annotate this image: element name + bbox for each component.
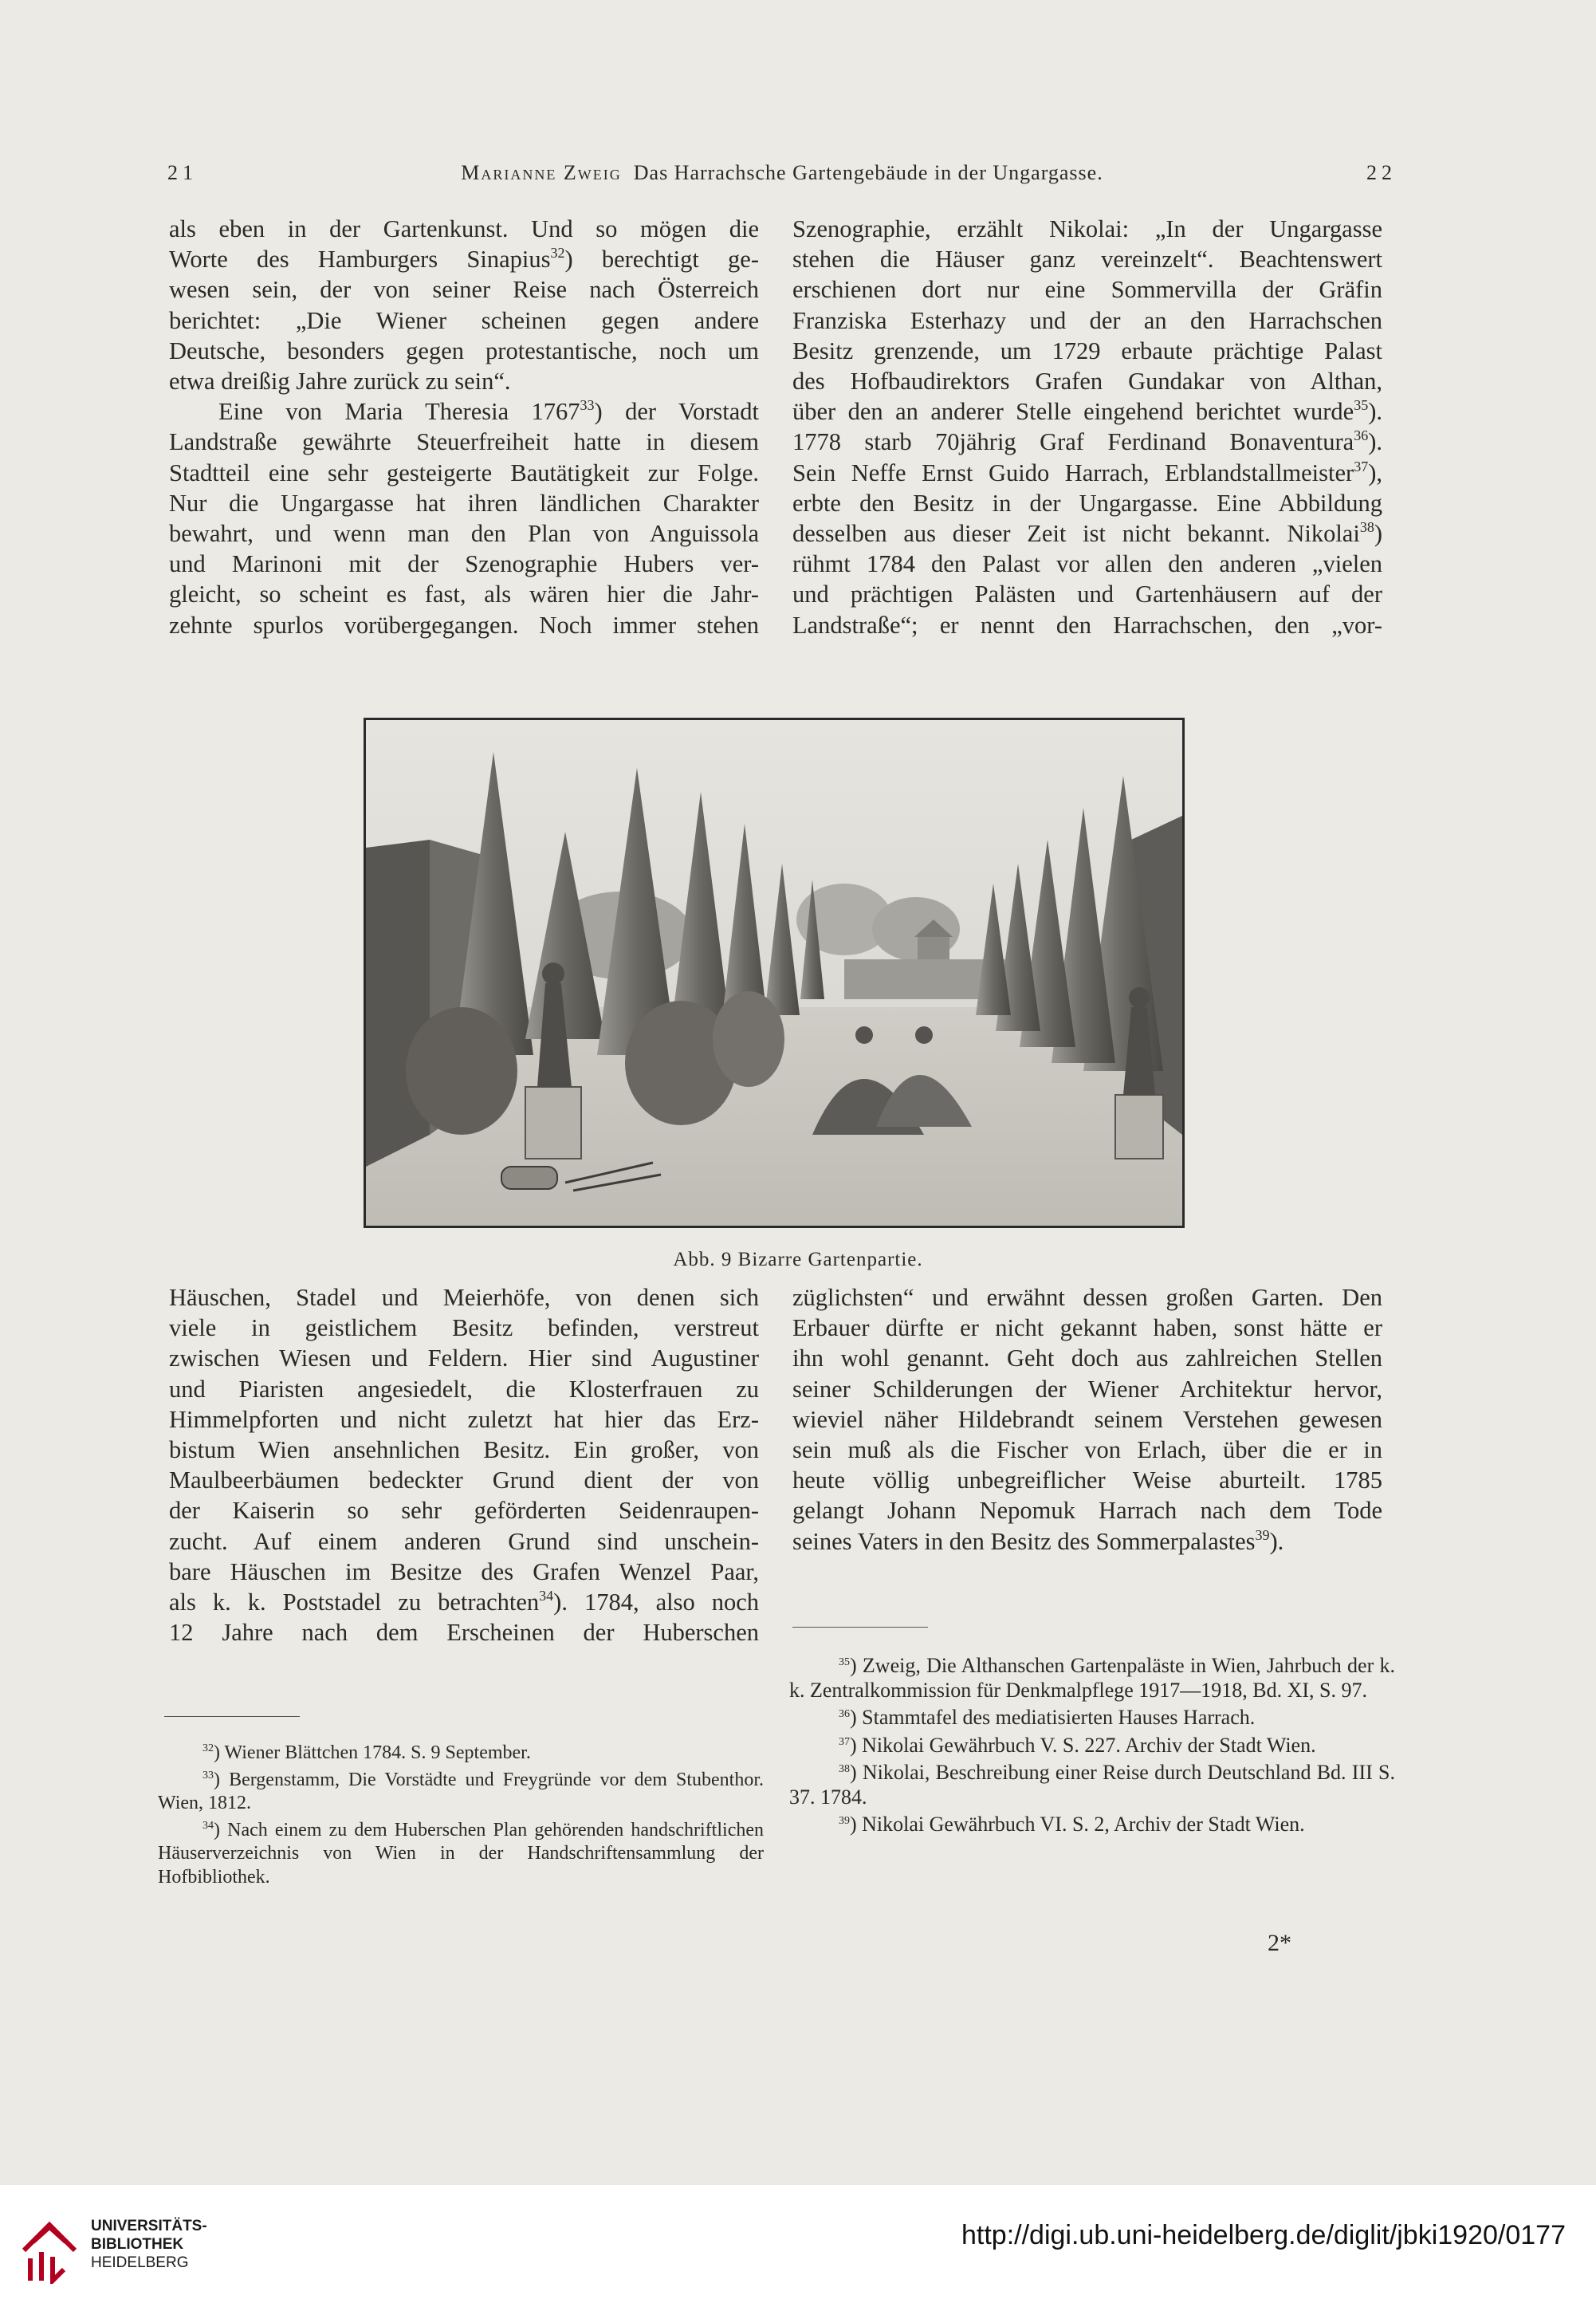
text-line: berichtet: „Die Wiener scheinen gegen andere [169, 306, 759, 334]
text-line: viele in geistlichem Besitz befinden, verstreut [169, 1314, 759, 1342]
footnote: $^{36}$) Stammtafel des mediatisierten Hauses Harrach. [839, 1706, 1256, 1729]
text-line: 1778 starb 70jährig Graf Ferdinand Bonaventura$^{36}$). [792, 427, 1382, 456]
header-title [167, 161, 1397, 185]
garden-illustration [366, 720, 1182, 1226]
figure-caption: Abb. 9 Bizarre Gartenpartie. [673, 1249, 923, 1270]
text-line: erbte den Besitz in der Ungargasse. Eine Abbildung [792, 489, 1382, 517]
text-line: Deutsche, besonders gegen protestantische, noch um [169, 337, 759, 364]
text-line: sein muß als die Fischer von Erlach, über die er in [792, 1436, 1382, 1464]
text-line: wieviel näher Hildebrandt seinem Verstehen gewesen [792, 1405, 1382, 1433]
text-line: des Hofbaudirektors Grafen Gundakar von Althan, [792, 368, 1382, 396]
text-line: zwischen Wiesen und Feldern. Hier sind Augustiner [169, 1344, 759, 1372]
text-line: bewahrt, und wenn man den Plan von Anguissola [169, 520, 759, 548]
footnotes-right [789, 1654, 1395, 1840]
paragraph [169, 396, 759, 640]
footnote: $^{35}$) Zweig, Die Althanschen Gartenpaläste in Wien, Jahrbuch der k. k. Zentralkommission für Denkmalpflege 1917—1918, Bd. XI, S. 97. [789, 1654, 1395, 1702]
text-line: Eine von Maria Theresia 1767$^{33}$) der Vorstadt [218, 397, 759, 426]
library-name: UNIVERSITÄTS- BIBLIOTHEK HEIDELBERG [91, 2218, 207, 2271]
paragraph [169, 214, 759, 396]
text-line: wesen sein, der von seiner Reise nach Österreich [169, 276, 759, 304]
text-line: desselben aus dieser Zeit ist nicht bekannt. Nikolai$^{38}$) [792, 519, 1382, 548]
signature-mark: 2* [1268, 1930, 1291, 1956]
text-line: stehen die Häuser ganz vereinzelt“. Beachtenswert [792, 246, 1382, 274]
footnotes-left [158, 1742, 764, 1892]
text-line: Landstraße gewährte Steuerfreiheit hatte in diesem [169, 428, 759, 456]
text-line: Erbauer dürfte er nicht gekannt haben, sonst hätte er [792, 1314, 1382, 1342]
ub-heidelberg-logo-icon [18, 2211, 81, 2284]
footnote-ref[interactable]: 39 [1255, 1526, 1270, 1543]
column-right-bottom [792, 1282, 1382, 1557]
text-line: seines Vaters in den Besitz des Sommerpalastes$^{39}$). [792, 1526, 1284, 1555]
text-line: als eben in der Gartenkunst. Und so mögen die [169, 215, 759, 242]
text-line: rühmt 1784 den Palast vor allen den anderen „vielen [792, 550, 1382, 578]
text-line: heute völlig unbegreiflicher Weise aburteilt. 1785 [792, 1466, 1382, 1494]
footnote-divider [792, 1627, 928, 1628]
footnote-ref[interactable]: 33 [580, 397, 595, 414]
footnote-ref[interactable]: 36 [1354, 427, 1369, 444]
footnote-ref[interactable]: 35 [1354, 397, 1369, 414]
footnote: $^{37}$) Nikolai Gewährbuch V. S. 227. Archiv der Stadt Wien. [839, 1733, 1316, 1757]
text-line: Sein Neffe Ernst Guido Harrach, Erblandstallmeister$^{37}$), [792, 458, 1382, 486]
text-line: Nur die Ungargasse hat ihren ländlichen Charakter [169, 489, 759, 517]
text-line: gleicht, so scheint es fast, als wären hier die Jahr- [169, 581, 759, 608]
footnote: $^{38}$) Nikolai, Beschreibung einer Reise durch Deutschland Bd. III S. 37. 1784. [789, 1761, 1395, 1809]
column-left-bottom [169, 1282, 759, 1648]
page-number-right: 22 [1366, 161, 1397, 184]
header-author: Marianne Zweig [461, 161, 622, 184]
column-right-top [792, 214, 1382, 640]
text-line: züglichsten“ und erwähnt dessen großen Garten. Den [792, 1284, 1382, 1311]
footnote: $^{32}$) Wiener Blättchen 1784. S. 9 September. [202, 1742, 531, 1763]
text-line: zucht. Auf einem anderen Grund sind unschein- [169, 1527, 759, 1555]
text-line: Stadtteil eine sehr gesteigerte Bautätigkeit zur Folge. [169, 459, 759, 486]
permalink-url[interactable]: http://digi.ub.uni-heidelberg.de/diglit/jbki1920/0177 [961, 2220, 1566, 2250]
text-line: bistum Wien ansehnlichen Besitz. Ein großer, von [169, 1436, 759, 1464]
paragraph [792, 214, 1382, 640]
text-line: Worte des Hamburgers Sinapius$^{32}$) berechtigt ge- [169, 245, 759, 274]
text-line: gelangt Johann Nepomuk Harrach nach dem Tode [792, 1497, 1382, 1525]
text-line: erschienen dort nur eine Sommervilla der Gräfin [792, 276, 1382, 304]
text-line: Franziska Esterhazy und der an den Harrachschen [792, 306, 1382, 334]
paragraph [169, 1282, 759, 1648]
text-line: Maulbeerbäumen bedeckter Grund dient der von [169, 1466, 759, 1494]
footnote-ref[interactable]: 32 [550, 245, 565, 262]
footnote: $^{39}$) Nikolai Gewährbuch VI. S. 2, Archiv der Stadt Wien. [839, 1813, 1305, 1836]
text-line: seiner Schilderungen der Wiener Architektur hervor, [792, 1375, 1382, 1403]
figure-garden-engraving [364, 718, 1185, 1228]
text-line: und Piaristen angesiedelt, die Klosterfrauen zu [169, 1375, 759, 1403]
text-line: bare Häuschen im Besitze des Grafen Wenzel Paar, [169, 1557, 759, 1585]
footer-bar [0, 2185, 1596, 2307]
column-left-top [169, 214, 759, 640]
footnote-ref[interactable]: 34 [539, 1588, 554, 1604]
page-number-left: 21 [167, 161, 198, 184]
text-line: Häuschen, Stadel und Meierhöfe, von denen sich [169, 1284, 759, 1311]
text-line: etwa dreißig Jahre zurück zu sein“. [169, 368, 511, 396]
text-line: zehnte spurlos vorübergegangen. Noch immer stehen [169, 611, 759, 639]
text-line: und prächtigen Palästen und Gartenhäusern auf der [792, 581, 1382, 608]
text-line: 12 Jahre nach dem Erscheinen der Huberschen [169, 1619, 759, 1647]
text-line: Landstraße“; er nennt den Harrachschen, den „vor- [792, 611, 1382, 639]
running-header [167, 161, 1397, 193]
text-line: über den an anderer Stelle eingehend berichtet wurde$^{35}$). [792, 397, 1382, 426]
footnote-ref[interactable]: 37 [1354, 458, 1369, 474]
text-line: als k. k. Poststadel zu betrachten$^{34}$). 1784, also noch [169, 1588, 759, 1616]
paragraph [792, 1282, 1382, 1557]
text-line: der Kaiserin so sehr geförderten Seidenraupen- [169, 1497, 759, 1525]
text-line: Besitz grenzende, um 1729 erbaute prächtige Palast [792, 337, 1382, 364]
text-line: und Marinoni mit der Szenographie Hubers ver- [169, 550, 759, 578]
text-line: Himmelpforten und nicht zuletzt hat hier das Erz- [169, 1405, 759, 1433]
footnote: $^{33}$) Bergenstamm, Die Vorstädte und Freygründe vor dem Stubenthor. Wien, 1812. [158, 1769, 764, 1813]
text-line: Szenographie, erzählt Nikolai: „In der Ungargasse [792, 215, 1382, 242]
text-line: ihn wohl genannt. Geht doch aus zahlreichen Stellen [792, 1344, 1382, 1372]
header-article-title: Das Harrachsche Gartengebäude in der Ungargasse. [633, 161, 1103, 184]
footnote-ref[interactable]: 38 [1359, 519, 1374, 536]
footnote-divider [164, 1716, 300, 1717]
footnote: $^{34}$) Nach einem zu dem Huberschen Plan gehörenden handschriftlichen Häuserverzeichnis von Wien in der Handschriftensammlung der Hofbibliothek. [158, 1819, 764, 1888]
